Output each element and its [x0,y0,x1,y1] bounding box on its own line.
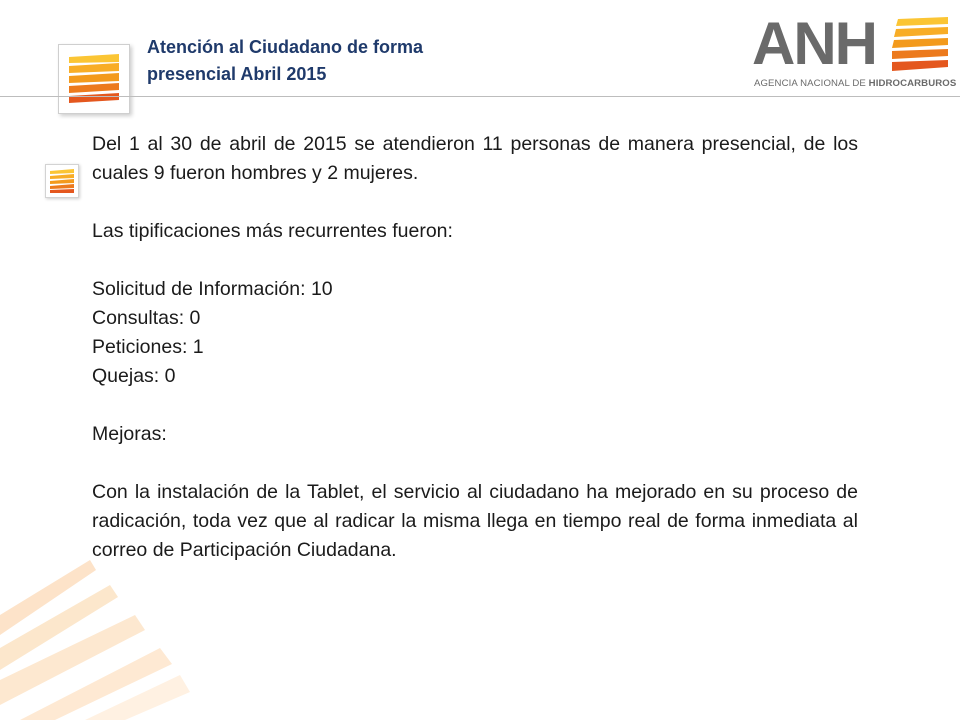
improvements-paragraph: Con la instalación de la Tablet, el servicio al ciudadano ha mejorado en su proceso de radicación, toda vez que al radicar la misma llega en tiempo real de forma inmediata al correo de Participación Ciudadana. [92,481,858,561]
slide-body [92,130,858,565]
page-title-line-1: Atención al Ciudadano de forma [147,37,424,57]
types-heading: Las tipificaciones más recurrentes fueron: [92,220,453,242]
anh-logo [752,10,957,94]
header-divider [0,96,960,97]
logo-subtitle-prefix: AGENCIA NACIONAL DE [754,78,869,89]
logo-subtitle-bold: HIDROCARBUROS [868,78,957,89]
type-item-consultations: Consultas: 0 [92,307,201,329]
logo-flame-icon [892,17,950,73]
type-item-information: Solicitud de Información: 10 [92,278,333,300]
page-title-line-2: presencial Abril 2015 [147,64,327,84]
type-item-complaints: Quejas: 0 [92,365,176,387]
page-title [147,34,423,88]
slide-logo-icon [58,44,130,114]
improvements-heading: Mejoras: [92,423,167,445]
type-item-petitions: Peticiones: 1 [92,336,204,358]
bullet-logo-icon [45,164,79,198]
logo-letters: ANH [752,10,876,77]
logo-subtitle [754,78,956,89]
decorative-stripes [0,540,200,720]
intro-paragraph: Del 1 al 30 de abril de 2015 se atendieron 11 personas de manera presencial, de los cuales 9 fueron hombres y 2 mujeres. [92,133,858,184]
